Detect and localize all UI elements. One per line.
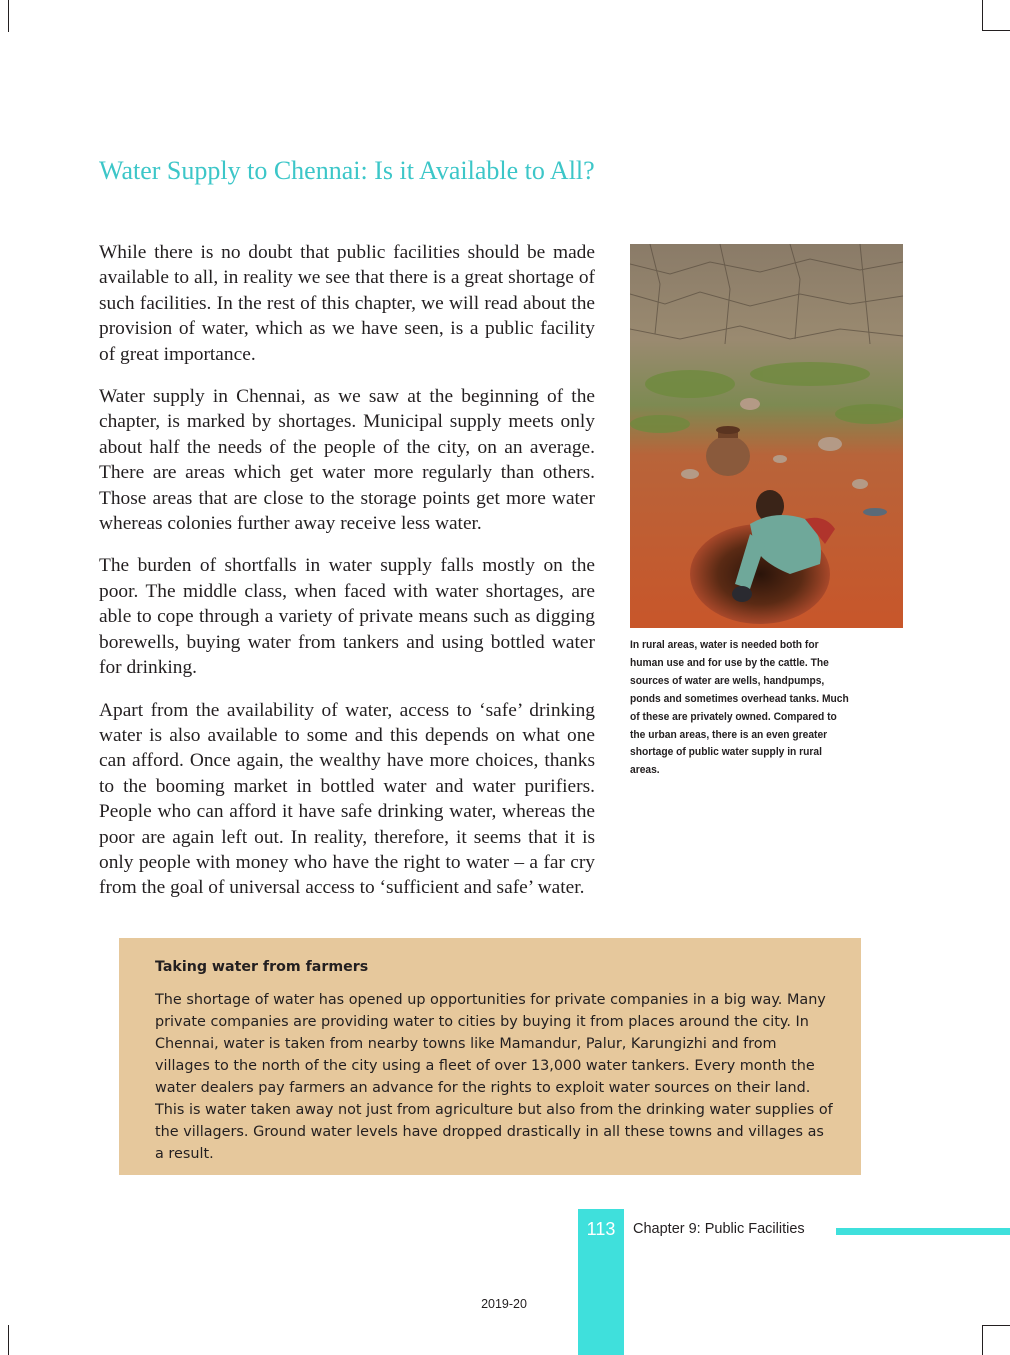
crop-mark bbox=[982, 0, 983, 30]
page-number: 113 bbox=[586, 1219, 616, 1239]
paragraph: Water supply in Chennai, as we saw at the beginning of the chapter, is marked by shortages. Municipal supply meets only about half the needs of the people of the city, on an average. There are areas which get water more regularly than others. Those areas that are close to the storage points get more water whereas colonies further away receive less water. bbox=[99, 386, 595, 535]
crop-mark bbox=[8, 1325, 9, 1355]
info-box bbox=[119, 938, 861, 1175]
box-text: The shortage of water has opened up opportunities for private companies in a big way. Many private companies are providing water to cities by buying it from places around the city. In Chennai, water is taken from nearby towns like Mamandur, Palur, Karungizhi and from villages to the north of the city using a fleet of over 13,000 water tankers. Every month the water dealers pay farmers an advance for the rights to exploit water sources on their land. This is water taken away not just from agriculture but also from the drinking water supplies of the villagers. Ground water levels have dropped drastically in all these towns and villages as a result. bbox=[155, 992, 833, 1162]
body-text bbox=[99, 240, 595, 918]
paragraph: Apart from the availability of water, access to ‘safe’ drinking water is also available to some and this depends on what one can afford. Once again, the wealthy have more choices, thanks to the booming market in bottled water and water purifiers. People who can afford it have safe drinking water, whereas the poor are again left out. In reality, therefore, it seems that it is only people with money who have the right to water – a far cry from the goal of universal access to ‘sufficient and safe’ water. bbox=[99, 699, 595, 899]
footer-rule bbox=[836, 1228, 1010, 1235]
paragraph: While there is no doubt that public facilities should be made available to all, in reality we see that there is a great shortage of such facilities. In the rest of this chapter, we will read about the provision of water, which as we have seen, is a public facility of great importance. bbox=[99, 242, 595, 365]
crop-mark bbox=[982, 1325, 983, 1355]
edition-year: 2019-20 bbox=[481, 1297, 527, 1311]
section-heading: Water Supply to Chennai: Is it Available to All? bbox=[99, 156, 595, 185]
crop-mark bbox=[982, 1325, 1010, 1326]
paragraph: The burden of shortfalls in water supply falls mostly on the poor. The middle class, when faced with water shortages, are able to cope through a variety of private means such as digging borewells, buying water from tankers and using bottled water for drinking. bbox=[99, 555, 595, 679]
box-title: Taking water from farmers bbox=[155, 959, 369, 975]
chapter-title: Chapter 9: Public Facilities bbox=[633, 1221, 805, 1237]
figure-caption: In rural areas, water is needed both for human use and for use by the cattle. The sources of water are wells, handpumps, ponds and sometimes overhead tanks. Much of these are privately owned. Compared to the urban areas, there is an even greater shortage of public water supply in rural areas. bbox=[630, 639, 849, 777]
crop-mark bbox=[982, 30, 1010, 31]
crop-mark bbox=[8, 0, 9, 32]
well-photo bbox=[630, 244, 903, 628]
